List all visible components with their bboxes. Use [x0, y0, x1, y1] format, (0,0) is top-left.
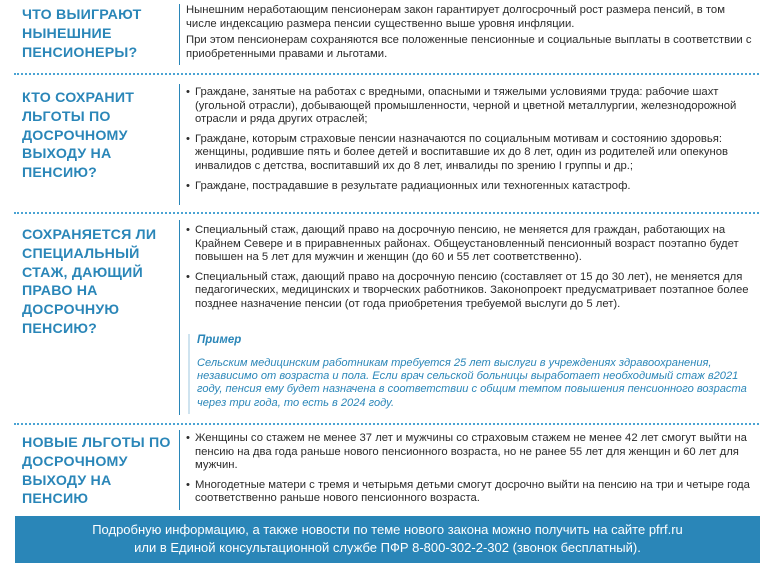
answer-block: [186, 4, 754, 64]
answer-paragraph: При этом пенсионерам сохраняются все положенные пенсионные и социальные выплаты в соответствии с приобретенными правами и льготами.: [186, 34, 752, 60]
question-heading: НОВЫЕ ЛЬГОТЫ ПО ДОСРОЧНОМУ ВЫХОДУ НА ПЕНСИЮ: [22, 435, 171, 508]
section-separator: [14, 212, 759, 214]
bullet-item: • Граждане, которым страховые пенсии назначаются по социальным мотивам и состоянию здоровья: женщины, родившие пять и более детей и воспитавшие их до 8 лет, один из родителей или опекунов инвалидов с детства, воспитавший их до 8 лет, инвалиды по зрению I группы и др.;: [186, 133, 754, 174]
answer-block: [186, 86, 754, 199]
footer-line: или в Единой консультационной службе ПФР 8-800-302-2-302 (звонок бесплатный).: [134, 540, 641, 555]
bullet-item: • Многодетные матери с тремя и четырьмя детьми смогут досрочно выйти на пенсию на три и четыре года соответственно раньше нового пенсионного возраста.: [186, 479, 754, 506]
answer-block: [186, 224, 754, 318]
answer-block: [186, 432, 754, 512]
bullet-item: • Граждане, пострадавшие в результате радиационных или техногенных катастроф.: [186, 180, 754, 194]
bullet-item: • Граждане, занятые на работах с вредными, опасными и тяжелыми условиями труда: рабочие шахт (угольной отрасли), добывающей промышленности, черной и цветной металлургии, железнодорожной отрасли и ряда других отраслей;: [186, 86, 754, 127]
question-heading: СОХРАНЯЕТСЯ ЛИ СПЕЦИАЛЬНЫЙ СТАЖ, ДАЮЩИЙ ПРАВО НА ДОСРОЧНУЮ ПЕНСИЮ?: [22, 227, 157, 337]
column-divider: [179, 84, 180, 205]
column-divider: [179, 430, 180, 510]
section-separator: [14, 423, 759, 425]
column-divider: [179, 4, 180, 65]
example-text: Сельским медицинским работникам требуется 25 лет выслуги в учреждениях здравоохранения, независимо от возраста и пола. Если врач сельской больницы выработает необходимый стаж в2021 году, пенсия ему будет назначена в соответствии с общим темпом повышения пенсионного возраста через три года, то есть в 2024 году.: [197, 357, 747, 409]
bullet-item: • Специальный стаж, дающий право на досрочную пенсию (составляет от 15 до 30 лет), не меняется для педагогических, медицинских и творческих работников. Законопроект предусматривает поэтапное более позднее назначение пенсии (от года приобретения требуемой выслуги до 5 лет).: [186, 271, 754, 312]
example-title: Пример: [197, 334, 242, 346]
section-separator: [14, 73, 759, 75]
question-heading: КТО СОХРАНИТ ЛЬГОТЫ ПО ДОСРОЧНОМУ ВЫХОДУ НА ПЕНСИЮ?: [22, 90, 135, 182]
answer-paragraph: Нынешним неработающим пенсионерам закон гарантирует долгосрочный рост размера пенсий, в том числе индексацию размера пенсии существенно выше уровня инфляции.: [186, 4, 725, 30]
bullet-item: • Специальный стаж, дающий право на досрочную пенсию, не меняется для граждан, работающих на Крайнем Севере и в приравненных районах. Общеустановленный пенсионный возраст поэтапно будет повышен на 5 лет для мужчин и женщин (до 60 и 55 лет соответственно).: [186, 224, 754, 265]
question-heading: ЧТО ВЫИГРАЮТ НЫНЕШНИЕ ПЕНСИОНЕРЫ?: [22, 7, 142, 61]
footer-info-banner: [15, 516, 760, 563]
bullet-item: • Женщины со стажем не менее 37 лет и мужчины со страховым стажем не менее 42 лет смогут выйти на пенсию на два года раньше нового пенсионного возраста, но не ранее 55 лет для женщин и 60 лет для мужчин.: [186, 432, 754, 473]
footer-line: Подробную информацию, а также новости по теме нового закона можно получить на сайте pfrf.ru: [92, 522, 683, 537]
column-divider: [179, 220, 180, 415]
